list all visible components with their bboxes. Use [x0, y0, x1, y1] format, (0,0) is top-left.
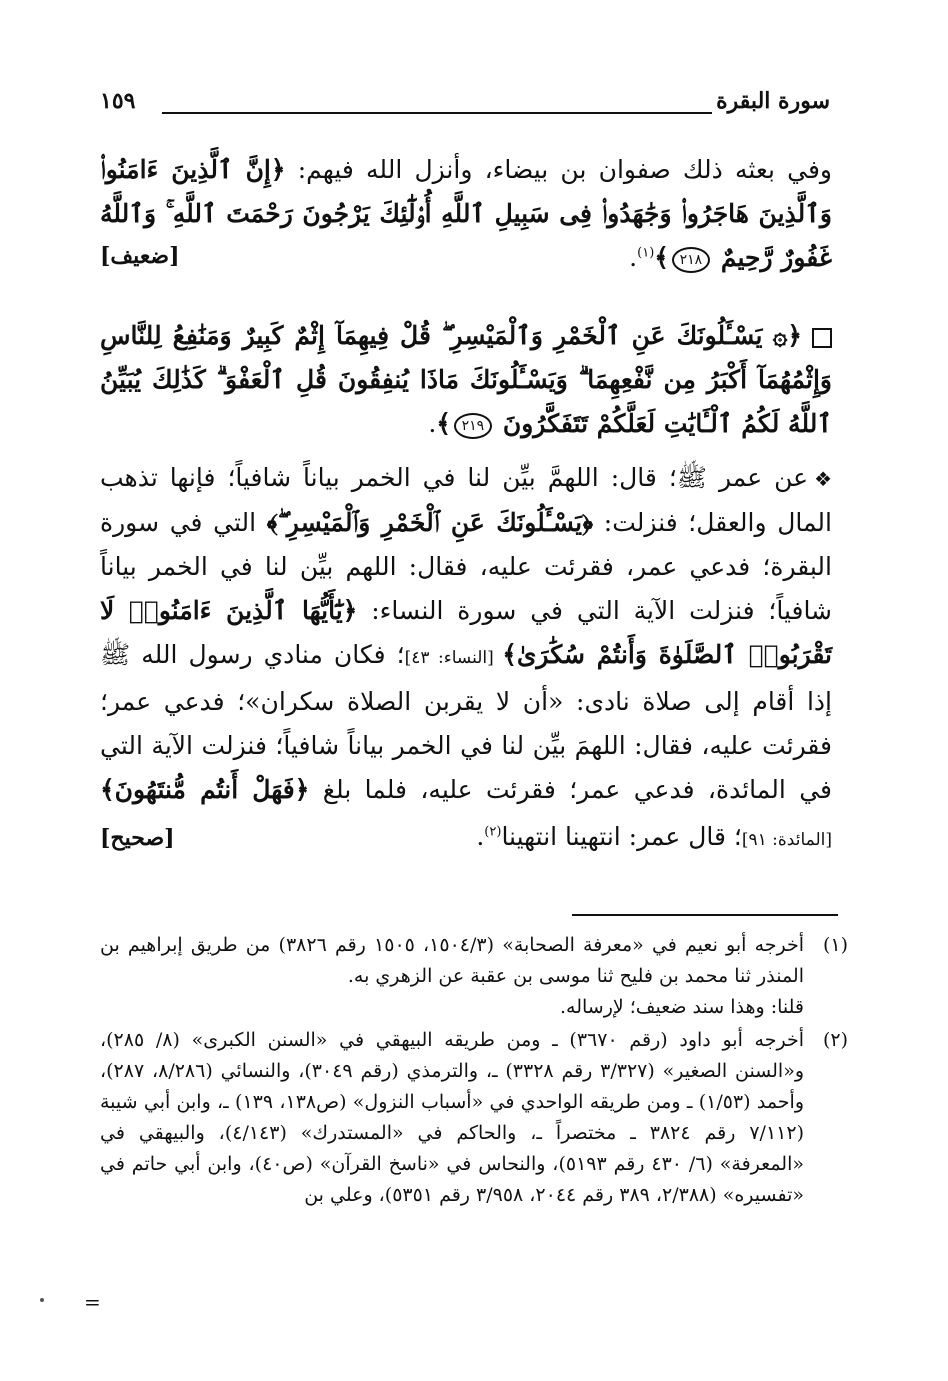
footnote-ref-2: (٢): [484, 824, 502, 840]
sentence-end: .: [476, 822, 485, 851]
footnote-separator: [572, 914, 838, 916]
quran-verse-218: ﴿إِنَّ ٱلَّذِينَ ءَامَنُوا۟ وَٱلَّذِينَ هَاجَرُوا۟ وَجَٰهَدُوا۟ فِى سَبِيلِ ٱللَّهِ أُو۟لَٰٓئِكَ يَرْجُونَ رَحْمَتَ ٱللَّهِ ۚ وَٱللَّهُ غَفُورٌ رَّحِيمٌ: [100, 155, 832, 272]
footnote-number: (١): [822, 934, 848, 956]
hadith-text-3: ؛ فكان منادي رسول الله ﷺ إذا أقام إلى صلاة نادى: «أن لا يقربن الصلاة سكران»؛ فدعي عمر؛ فقرئت عليه، فقال: اللهمَ بيِّن لنا في الخمر بياناً شافياً؛ فنزلت الآية التي في المائدة، فدعي عمر؛ فقرئت عليه، فلما بلغ: [100, 640, 832, 804]
hadith-text-2: التي في سورة البقرة؛ فدعي عمر، فقرئت عليه، فقال: اللهم بيِّن لنا في الخمر بياناً شافياً؛ فنزلت الآية التي في سورة النساء:: [100, 508, 833, 625]
hadith-safwan: [100, 148, 832, 280]
hizb-mark-icon: ۞: [772, 321, 788, 350]
grade-sahih: [صحيح]: [100, 825, 175, 851]
hadith-text-1: عن عمر ﷺ؛ قال: اللهمَّ بيِّن لنا في الخمر بياناً شافياً؛ فإنها تذهب المال والعقل؛ فنزلت:: [100, 463, 832, 537]
verse-close-bracket: ﴾: [436, 409, 451, 438]
surah-reference-maidah: [المائدة: ٩١]: [741, 830, 832, 850]
verse-open-bracket: ﴿: [787, 321, 802, 350]
footnote-ref-1: (١): [637, 245, 655, 261]
sentence-end: .: [629, 243, 638, 272]
quran-quote-3: ﴿فَهَلْ أَنتُم مُّنتَهُونَ﴾: [100, 775, 310, 804]
hadith-text-4: ؛ قال عمر: انتهينا انتهينا: [501, 822, 742, 851]
page-number: ١٥٩: [100, 88, 136, 114]
verse-marker-square-icon: [812, 328, 832, 348]
footnote-number: (٢): [822, 1029, 848, 1051]
surah-name: سورة البقرة: [716, 88, 830, 114]
footnote-note: قلنا: وهذا سند ضعيف؛ لإرساله.: [559, 996, 804, 1018]
header-rule: [162, 112, 712, 114]
footnote-2: [100, 1025, 848, 1211]
hadith-text: وفي بعثه ذلك صفوان بن بيضاء، وأنزل الله فيهم:: [285, 155, 832, 184]
continuation-mark: =: [84, 1290, 101, 1314]
hadith-umar: [100, 456, 832, 862]
grade-daif: [ضعيف]: [100, 243, 180, 269]
verse-close-bracket: ﴾: [654, 243, 669, 272]
footnote-text: أخرجه أبو داود (رقم ٣٦٧٠) ـ ومن طريقه البيهقي في «السنن الكبرى» (٨/ ٢٨٥)، و«السنن الصغير» (٣/٣٢٧ رقم ٣٣٢٨) ـ، والترمذي (رقم ٣٠٤٩)، والنسائي (٨/٢٨٦، ٢٨٧)، وأحمد (١/٥٣) ـ ومن طريقه الواحدي في «أسباب النزول» (ص١٣٨، ١٣٩) ـ، وابن أبي شيبة (٧/١١٢ رقم ٣٨٢٤ ـ مختصراً ـ، والحاكم في «المستدرك» (٤/١٤٣)، والبيهقي في «المعرفة» (٦/ ٤٣٠ رقم ٥١٩٣)، والنحاس في «ناسخ القرآن» (ص٤٠)، وابن أبي حاتم في «تفسيره» (٢/٣٨٨، ٣٨٩ رقم ٢٠٤٤، ٣/٩٥٨ رقم ٥٣٥١)، وعلي بن: [100, 1029, 804, 1206]
verse-number-218: ٢١٨: [672, 247, 710, 273]
quran-quote-1: ﴿يَسْـَٔلُونَكَ عَنِ ٱلْخَمْرِ وَٱلْمَيْسِرِ ۖ﴾: [266, 508, 594, 537]
scan-dot: [40, 1298, 44, 1302]
quran-quote-2: ﴿يَٰٓأَيُّهَا ٱلَّذِينَ ءَامَنُوا۟ لَا تَقْرَبُوا۟ ٱلصَّلَوٰةَ وَأَنتُمْ سُكَٰرَىٰ﴾: [100, 596, 832, 669]
footnotes: [100, 930, 848, 1213]
quran-verse-219: يَسْـَٔلُونَكَ عَنِ ٱلْخَمْرِ وَٱلْمَيْسِرِ ۖ قُلْ فِيهِمَآ إِثْمٌ كَبِيرٌ وَمَنَٰفِعُ لِلنَّاسِ وَإِثْمُهُمَآ أَكْبَرُ مِن نَّفْعِهِمَا ۗ وَيَسْـَٔلُونَكَ مَاذَا يُنفِقُونَ قُلِ ٱلْعَفْوَ ۗ كَذَٰلِكَ يُبَيِّنُ ٱللَّهُ لَكُمُ ٱلْـَٔايَٰتِ لَعَلَّكُمْ تَتَفَكَّرُونَ: [100, 321, 832, 438]
footnote-text: أخرجه أبو نعيم في «معرفة الصحابة» (١٥٠٤/٣، ١٥٠٥ رقم ٣٨٢٦) من طريق إبراهيم بن المنذر ثنا محمد بن فليح ثنا موسى بن عقبة عن الزهري به.: [100, 934, 805, 987]
sentence-end: .: [428, 409, 437, 438]
main-text: [100, 148, 832, 862]
bullet-diamond-icon: ❖: [814, 467, 832, 491]
verse-219-block: [100, 314, 832, 446]
verse-number-219: ٢١٩: [454, 413, 492, 439]
footnote-1: [100, 930, 848, 1023]
surah-reference-nisa: [النساء: ٤٣]: [404, 648, 503, 668]
page-header: [100, 88, 830, 122]
